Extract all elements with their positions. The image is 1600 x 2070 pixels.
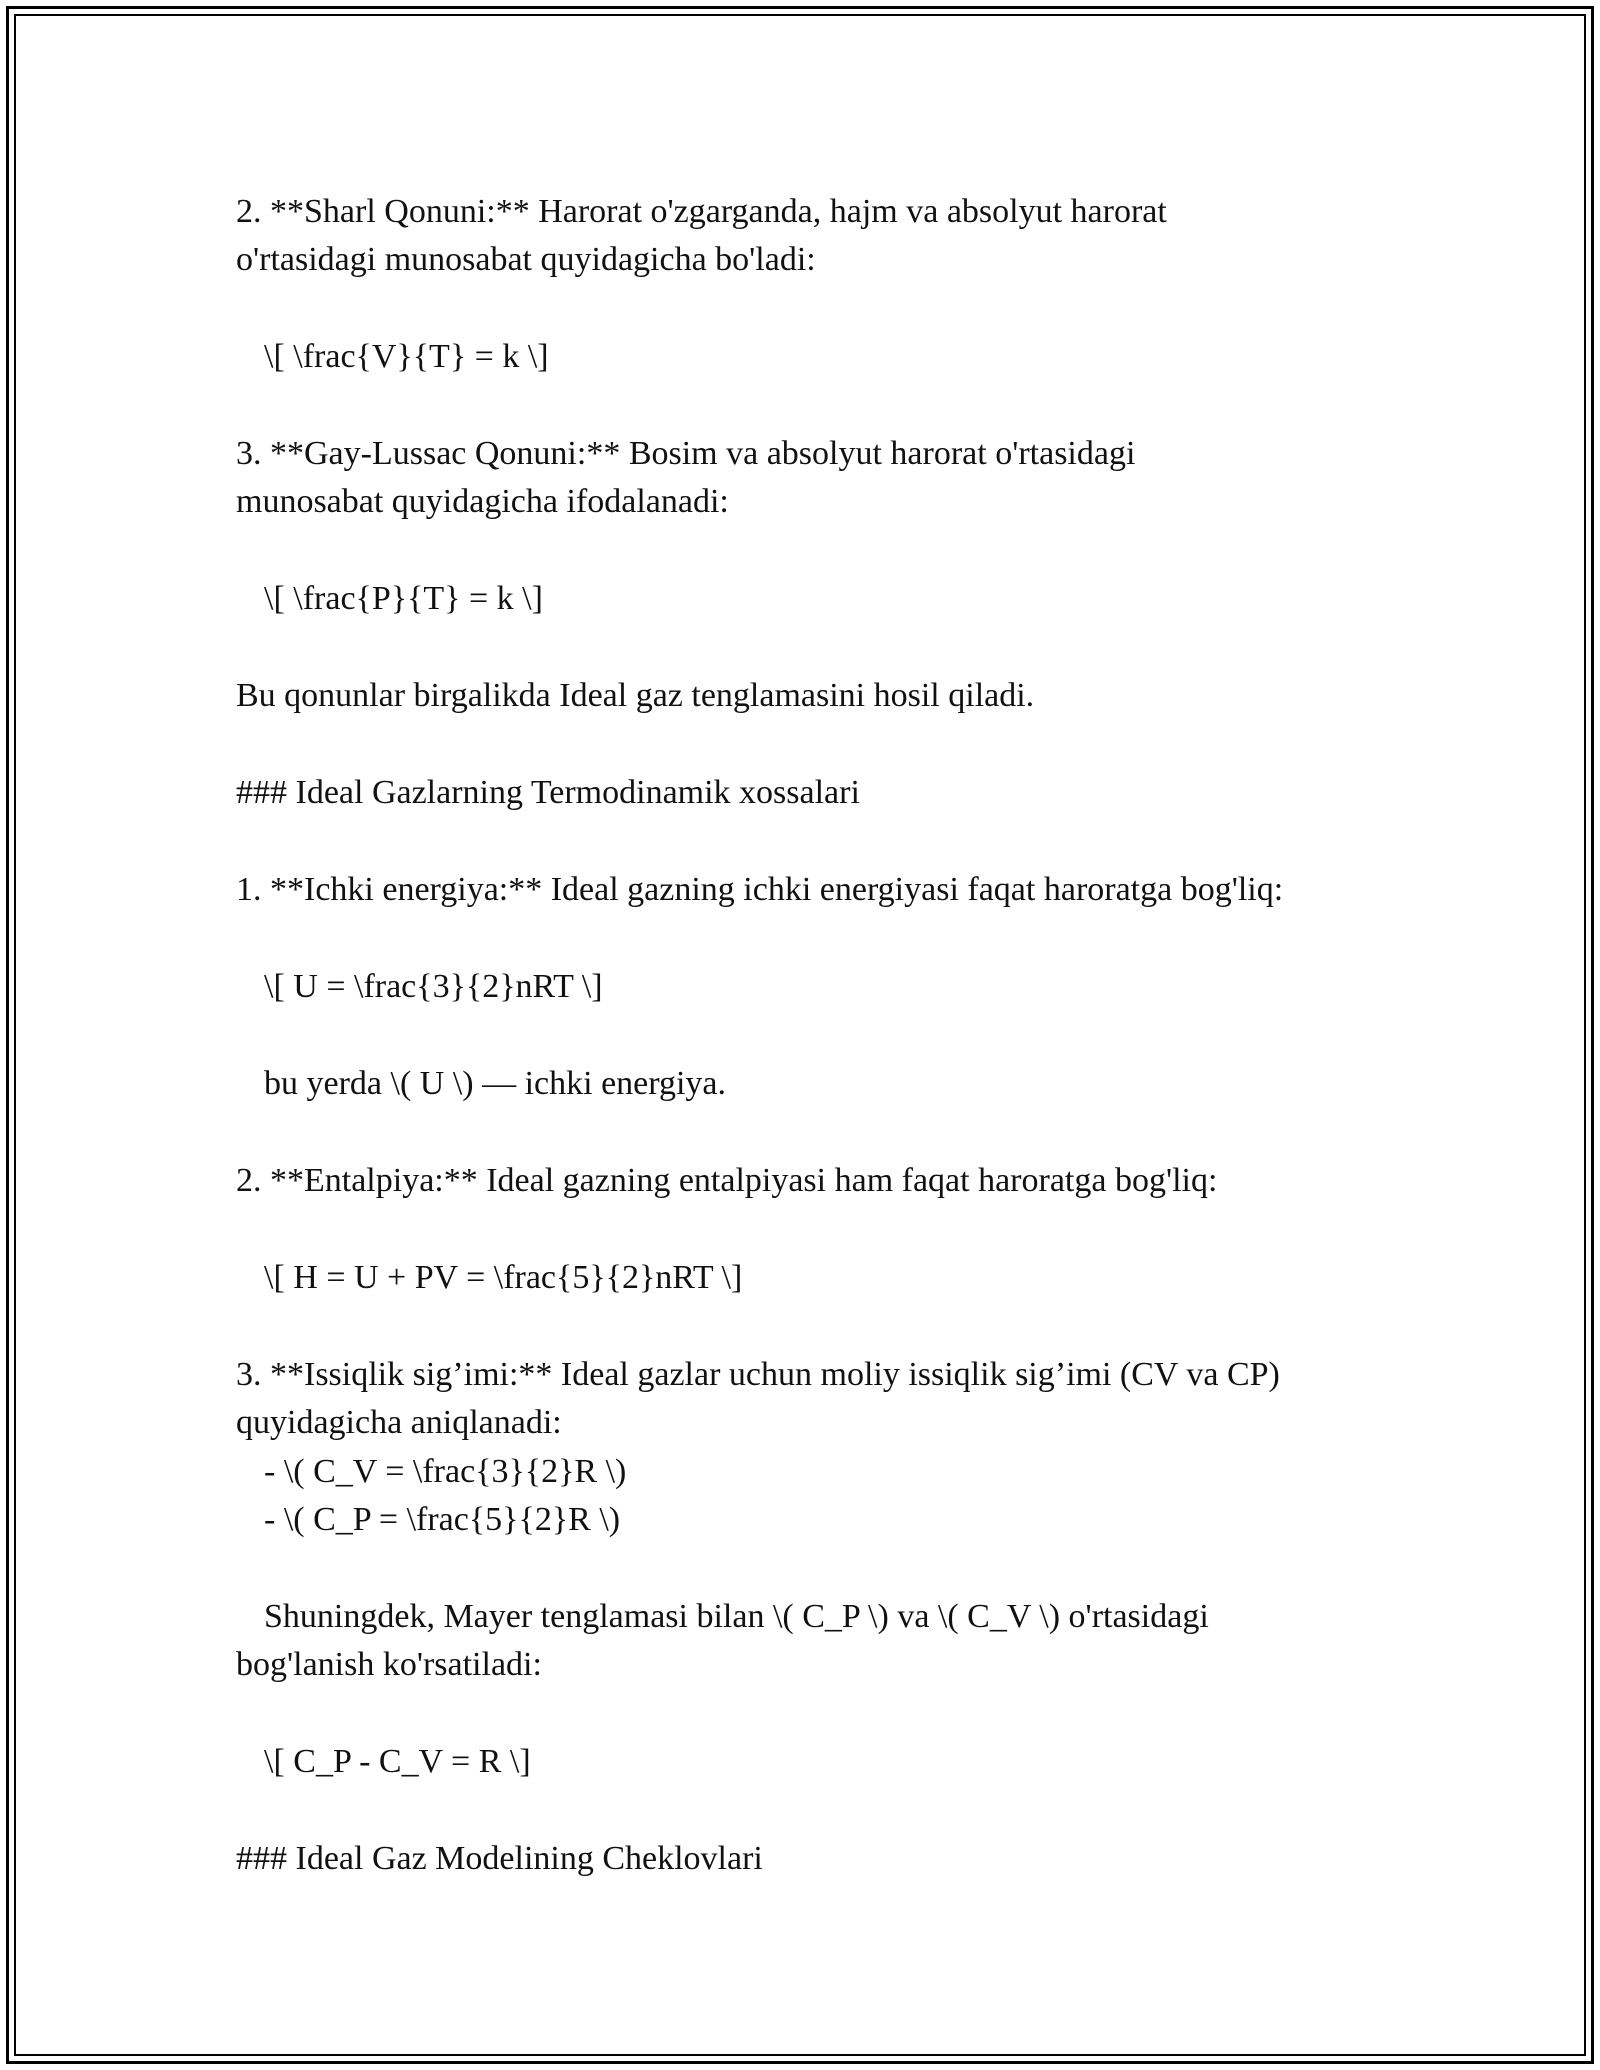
text-line: munosabat quyidagicha ifodalanadi: xyxy=(236,483,729,520)
text-line: bu yerda \( U \) — ichki energiya. xyxy=(264,1065,727,1102)
page-border-inner xyxy=(14,14,1586,2056)
text-line: o'rtasidagi munosabat quyidagicha bo'ladi: xyxy=(236,241,816,278)
formula-line: \[ \frac{P}{T} = k \] xyxy=(264,580,543,617)
text-line: quyidagicha aniqlanadi: xyxy=(236,1404,562,1441)
list-item: - \( C_V = \frac{3}{2}R \) xyxy=(264,1453,627,1490)
formula-line: \[ H = U + PV = \frac{5}{2}nRT \] xyxy=(264,1259,743,1296)
text-line: Shuningdek, Mayer tenglamasi bilan \( C_P \) va \( C_V \) o'rtasidagi xyxy=(264,1598,1209,1635)
formula-line: \[ \frac{V}{T} = k \] xyxy=(264,338,549,375)
list-item: - \( C_P = \frac{5}{2}R \) xyxy=(264,1501,621,1538)
text-line: Bu qonunlar birgalikda Ideal gaz tenglamasini hosil qiladi. xyxy=(236,677,1035,714)
text-line: 3. **Gay-Lussac Qonuni:** Bosim va absolyut harorat o'rtasidagi xyxy=(236,435,1136,472)
text-line: bog'lanish ko'rsatiladi: xyxy=(236,1646,542,1683)
text-line: 2. **Entalpiya:** Ideal gazning entalpiyasi ham faqat haroratga bog'liq: xyxy=(236,1162,1218,1199)
formula-line: \[ U = \frac{3}{2}nRT \] xyxy=(264,968,603,1005)
formula-line: \[ C_P - C_V = R \] xyxy=(264,1743,531,1780)
text-line: 2. **Sharl Qonuni:** Harorat o'zgarganda, hajm va absolyut harorat xyxy=(236,193,1167,230)
text-line: 3. **Issiqlik sig’imi:** Ideal gazlar uchun moliy issiqlik sig’imi (CV va CP) xyxy=(236,1356,1280,1393)
section-heading: ### Ideal Gazlarning Termodinamik xossalari xyxy=(236,774,860,811)
section-heading: ### Ideal Gaz Modelining Cheklovlari xyxy=(236,1840,763,1877)
text-line: 1. **Ichki energiya:** Ideal gazning ichki energiyasi faqat haroratga bog'liq: xyxy=(236,871,1284,908)
